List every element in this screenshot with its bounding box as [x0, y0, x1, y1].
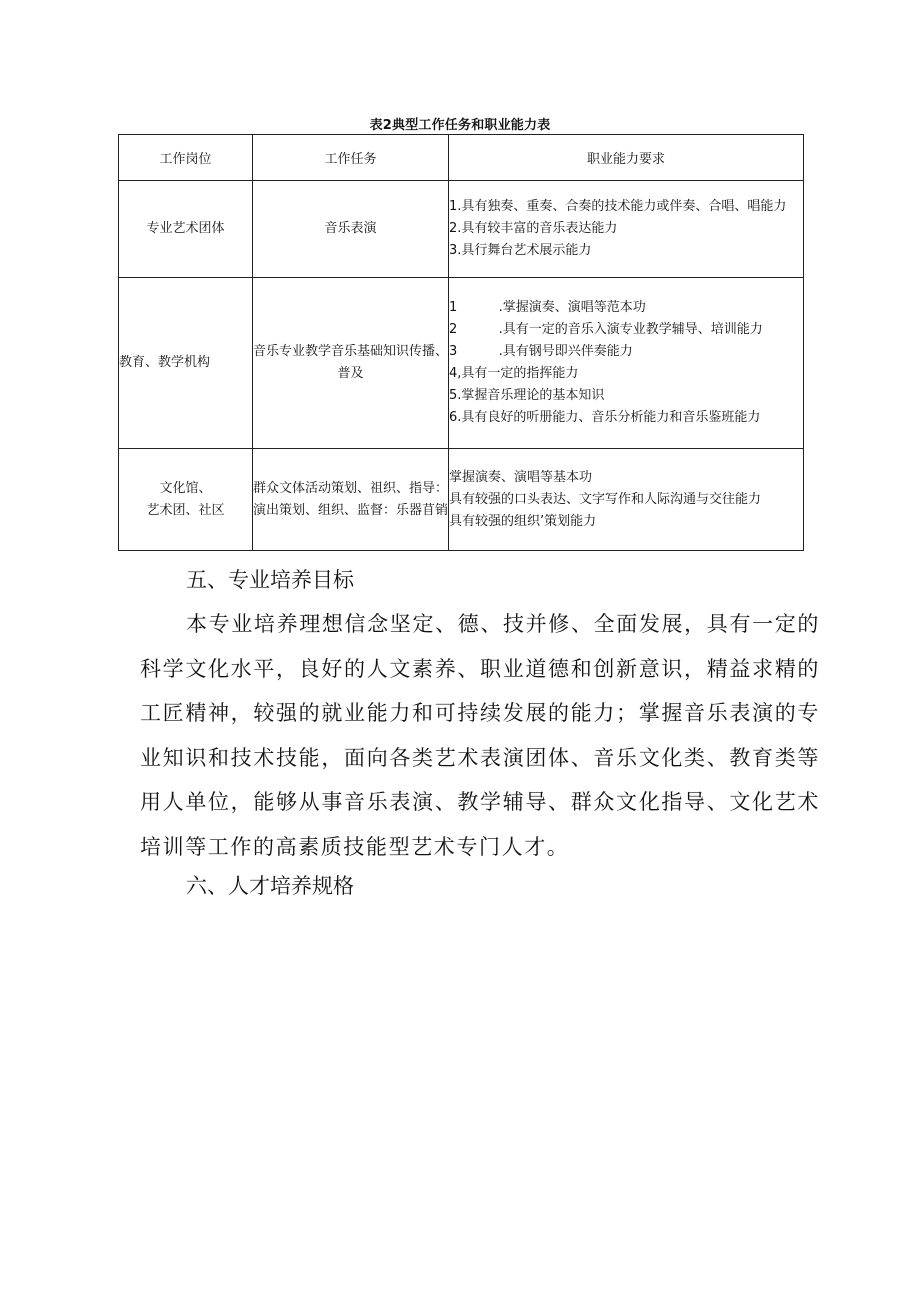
requirement-item: 2 .具有一定的音乐入演专业教学辅导、培训能力	[449, 322, 763, 337]
section-heading-talent-specs: 六、人才培养规格	[186, 874, 354, 898]
post-cell: 专业艺术团体	[119, 181, 253, 278]
table-row	[119, 449, 804, 551]
header-post: 工作岗位	[119, 135, 253, 181]
requirement-item: 1 .掌握演奏、演唱等范本功	[449, 300, 646, 315]
table-caption: 表2典型工作任务和职业能力表	[369, 118, 551, 133]
task-cell: 群众文体活动策划、祖织、指导：演出策划、组织、监督：乐器苜销	[253, 449, 449, 551]
requirements-cell	[449, 181, 804, 278]
requirement-item: 具有较强的组织’策划能力	[449, 513, 597, 529]
requirement-item: 3 .具有钢号即兴伴奏能力	[449, 344, 633, 359]
post-line: 文化馆、	[159, 480, 212, 496]
occupational-ability-table	[118, 134, 804, 551]
requirement-item: 2.具有较丰富的音乐表达能力	[449, 221, 618, 236]
requirements-cell	[449, 278, 804, 449]
task-cell: 音乐专业教学音乐基础知识传播、普及	[253, 278, 449, 449]
post-line: 艺术团、社区	[146, 502, 225, 518]
post-cell	[119, 449, 253, 551]
requirement-item: 3.具行舞台艺术展示能力	[449, 243, 592, 258]
table-header-row	[119, 135, 804, 181]
header-task: 工作任务	[253, 135, 449, 181]
requirements-cell	[449, 449, 804, 551]
requirement-item: 具有较强的口头表达、文字写作和人际沟通与交往能力	[449, 491, 762, 507]
post-cell: 教育、教学机构	[119, 278, 253, 449]
header-requirements: 职业能力要求	[449, 135, 804, 181]
task-cell: 音乐表演	[253, 181, 449, 278]
requirement-item: 4,具有一定的指挥能力	[449, 366, 579, 381]
table-row	[119, 278, 804, 449]
requirement-item: 6.具有良好的听册能力、音乐分析能力和音乐鉴班能力	[449, 410, 761, 425]
table-row	[119, 181, 804, 278]
requirement-item: 5.掌握音乐理论的基本知识	[449, 388, 605, 403]
section-heading-training-goals: 五、专业培养目标	[186, 568, 354, 592]
training-goals-paragraph: 本专业培养理想信念坚定、德、技并修、全面发展，具有一定的科学文化水平，良好的人文素养、职业道德和创新意识，精益求精的工匠精神，较强的就业能力和可持续发展的能力；掌握音乐表演的专业知识和技术技能，面向各类艺术表演团体、音乐文化类、教育类等用人单位，能够从事音乐表演、教学辅导、群众文化指导、文化艺术培训等工作的高素质技能型艺术专门人才。	[140, 612, 820, 859]
requirement-item: 掌握演奏、演唱等基本功	[449, 469, 593, 485]
requirement-item: 1.具有独奏、重奏、合奏的技术能力或伴奏、合唱、唱能力	[449, 199, 787, 214]
